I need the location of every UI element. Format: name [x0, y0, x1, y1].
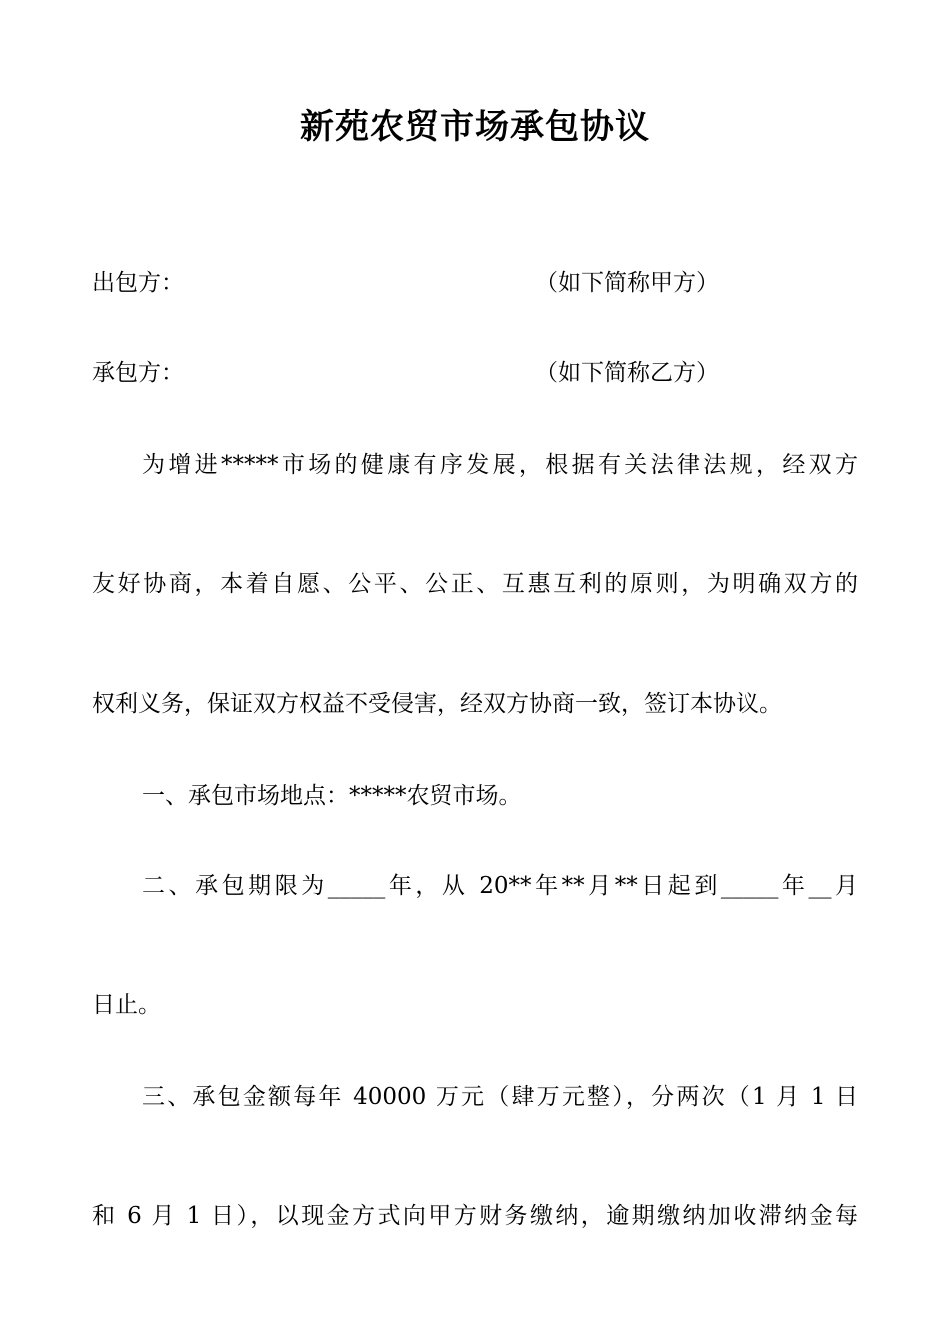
- preamble-line-2: 友好协商，本着自愿、公平、公正、互惠互利的原则，为明确双方的: [92, 571, 858, 597]
- document-title: 新苑农贸市场承包协议: [300, 107, 650, 147]
- clause-3-line-1: 三、承包金额每年 40000 万元（肆万元整），分两次（1 月 1 日: [142, 1084, 858, 1110]
- party-b-label: 承包方：: [92, 360, 184, 386]
- clause-1: 一、承包市场地点：*****农贸市场。: [142, 783, 522, 809]
- preamble-line-3: 权利义务，保证双方权益不受侵害，经双方协商一致，签订本协议。: [92, 691, 782, 717]
- clause-3-line-2: 和 6 月 1 日），以现金方式向甲方财务缴纳，逾期缴纳加收滞纳金每: [92, 1203, 858, 1229]
- clause-2-line-2: 日止。: [92, 992, 161, 1018]
- clause-2-line-1: 二、承包期限为_____年，从 20**年**月**日起到_____年__月: [142, 873, 858, 899]
- preamble-line-1: 为增进*****市场的健康有序发展，根据有关法律法规，经双方: [142, 452, 858, 478]
- party-a-label: 出包方：: [92, 270, 184, 296]
- party-a-note: （如下简称甲方）: [535, 270, 719, 296]
- party-b-note: （如下简称乙方）: [535, 360, 719, 386]
